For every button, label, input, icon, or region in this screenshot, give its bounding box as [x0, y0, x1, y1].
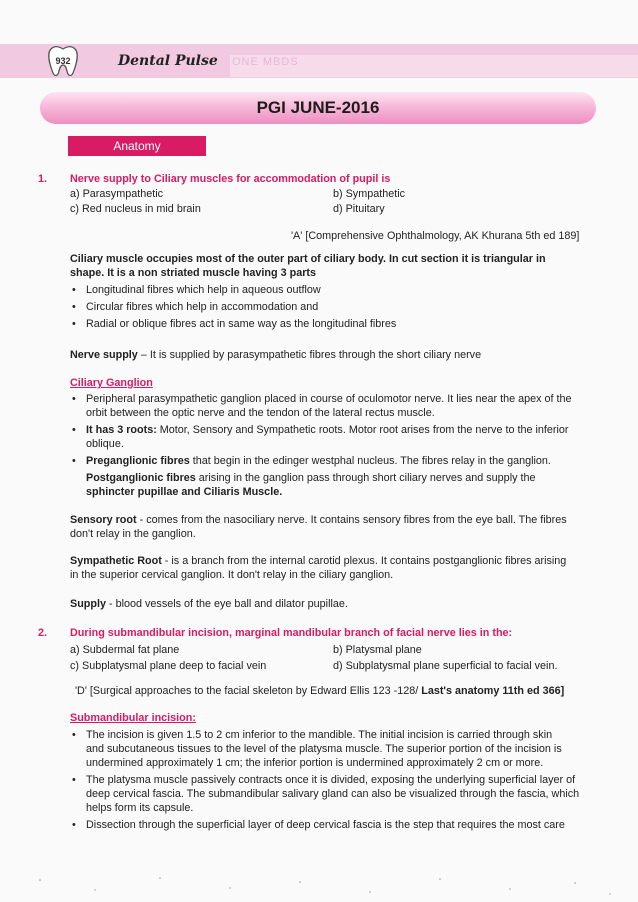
nerve-supply-text	[70, 348, 481, 362]
q2-option-a: a) Subdermal fat plane	[70, 644, 180, 656]
sympathetic-root-label: Sympathetic Root	[70, 555, 162, 567]
section-tag: Anatomy	[68, 136, 206, 156]
q1-answer: 'A' [Comprehensive Ophthalmology, AK Khurana 5th ed 189]	[291, 230, 580, 242]
list-item: • The incision is given 1.5 to 2 cm inferior to the mandible. The initial incision is carried through skin	[86, 728, 552, 742]
postganglionic-line2: sphincter pupillae and Ciliaris Muscle.	[86, 486, 283, 498]
q1-option-d: d) Pituitary	[333, 203, 385, 215]
sympathetic-root-line2: in the superior cervical ganglion. It don't relay in the ciliary ganglion.	[70, 569, 394, 581]
list-item: • Peripheral parasympathetic ganglion placed in course of oculomotor nerve. It lies near the apex of the	[86, 392, 572, 406]
brand-faded-text: ONE MBDS	[232, 56, 299, 68]
q2-option-d: d) Subplatysmal plane superficial to facial vein.	[333, 660, 558, 672]
sympathetic-root-line1	[70, 554, 566, 568]
list-item-cont: and subcutaneous tissues to the level of the platysma muscle. The superior portion of the incision is	[86, 743, 562, 755]
list-item-cont: deep cervical fascia. The submandibular salivary gland can also be visualized through the fascia, which	[86, 788, 580, 800]
roots-body: Motor, Sensory and Sympathetic roots. Motor root arises from the nerve to the inferior	[156, 424, 569, 436]
scan-noise-dots	[0, 870, 638, 902]
q2-answer-prefix: 'D' [Surgical approaches to the facial skeleton by Edward Ellis 123 -128/	[75, 685, 422, 697]
q1-para1-line1: Ciliary muscle occupies most of the outer part of ciliary body. In cut section it is triangular in	[70, 253, 546, 265]
postganglionic-line1	[86, 471, 536, 485]
q1-option-c: c) Red nucleus in mid brain	[70, 203, 201, 215]
list-item: • Dissection through the superficial layer of deep cervical fascia is the step that requires the most care	[86, 818, 565, 832]
supply-body: - blood vessels of the eye ball and dilator pupillae.	[106, 598, 348, 610]
list-item-cont: undermined approximately 1 cm; the inferior portion is undermined approximately 2 cm or more.	[86, 757, 544, 769]
sensory-root-line1	[70, 513, 567, 527]
q2-question: During submandibular incision, marginal mandibular branch of facial nerve lies in the:	[70, 627, 513, 639]
q2-option-c: c) Subplatysmal plane deep to facial vein	[70, 660, 267, 672]
list-item	[86, 423, 568, 437]
q2-number: 2.	[38, 627, 48, 639]
q2-option-b: b) Platysmal plane	[333, 644, 422, 656]
preganglionic-label: Preganglionic fibres	[86, 455, 190, 467]
q1-option-a: a) Parasympathetic	[70, 188, 164, 200]
supply-text	[70, 597, 348, 611]
sympathetic-root-body: - is a branch from the internal carotid plexus. It contains postganglionic fibres arising	[161, 555, 567, 567]
supply-label: Supply	[70, 598, 106, 610]
list-item-cont: orbit between the optic nerve and the tendon of the lateral rectus muscle.	[86, 407, 435, 419]
page-number: 932	[55, 56, 71, 66]
nerve-supply-body: – It is supplied by parasympathetic fibres through the short ciliary nerve	[137, 349, 482, 361]
sensory-root-label: Sensory root	[70, 514, 137, 526]
list-item: • Longitudinal fibres which help in aqueous outflow	[86, 283, 321, 297]
q2-answer-bold: Last's anatomy 11th ed 366]	[421, 685, 565, 697]
q1-option-b: b) Sympathetic	[333, 188, 406, 200]
preganglionic-body: that begin in the edinger westphal nucleus. The fibres relay in the ganglion.	[189, 455, 551, 467]
list-item	[86, 454, 551, 468]
submandibular-heading: Submandibular incision:	[70, 712, 196, 724]
exam-banner	[40, 92, 596, 124]
q1-para1-line2: shape. It is a non striated muscle having 3 parts	[70, 267, 317, 279]
sensory-root-line2: don't relay in the ganglion.	[70, 528, 196, 540]
list-item-cont: helps form its capsule.	[86, 802, 194, 814]
roots-label: It has 3 roots:	[86, 424, 157, 436]
list-item: • The platysma muscle passively contracts once it is divided, exposing the underlying superficial layer of	[86, 773, 575, 787]
nerve-supply-label: Nerve supply	[70, 349, 138, 361]
q2-answer	[75, 684, 564, 698]
list-item: • Circular fibres which help in accommodation and	[86, 300, 318, 314]
list-item-cont: oblique.	[86, 438, 124, 450]
q1-number: 1.	[38, 173, 48, 185]
postganglionic-body: arising in the ganglion pass through short ciliary nerves and supply the	[195, 472, 536, 484]
q1-question: Nerve supply to Ciliary muscles for accommodation of pupil is	[70, 173, 391, 185]
brand-title: Dental Pulse	[118, 53, 218, 69]
sensory-root-body: - comes from the nasociliary nerve. It contains sensory fibres from the eye ball. The fibres	[136, 514, 567, 526]
ciliary-ganglion-heading: Ciliary Ganglion	[70, 377, 153, 389]
list-item: • Radial or oblique fibres act in same way as the longitudinal fibres	[86, 317, 396, 331]
postganglionic-label: Postganglionic fibres	[86, 472, 196, 484]
exam-title: PGI JUNE-2016	[256, 98, 380, 117]
